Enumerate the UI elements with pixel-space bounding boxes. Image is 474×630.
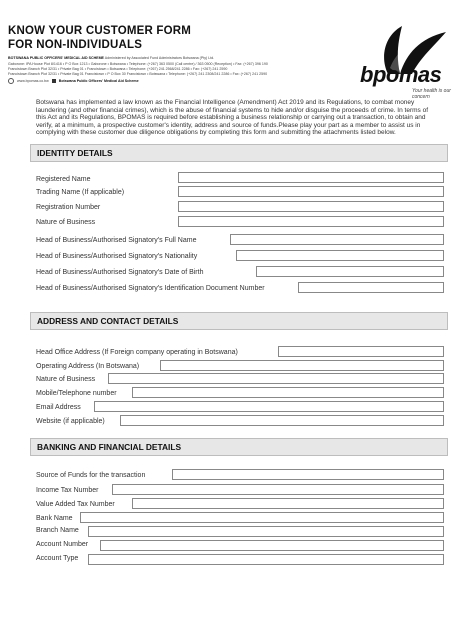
section-header-banking <box>30 438 448 456</box>
website-link[interactable]: www.bpomas.co.bw <box>17 78 49 83</box>
bank-name-label: Bank Name <box>36 515 73 522</box>
account-type-label: Account Type <box>36 555 79 562</box>
account-number-label: Account Number <box>36 541 89 548</box>
org-name: BOTSWANA PUBLIC OFFICERS' MEDICAL AID SCHEME <box>8 56 104 60</box>
income-tax-number-label: Income Tax Number <box>36 487 99 494</box>
nature-of-business-field[interactable] <box>178 216 444 227</box>
org-info <box>8 56 214 61</box>
email-address-label: Email Address <box>36 404 81 411</box>
account-number-field[interactable] <box>100 540 444 551</box>
vat-number-field[interactable] <box>132 498 444 509</box>
form-title-line2: FOR NON-INDIVIDUALS <box>8 39 143 51</box>
address-line-1: Gaborone: IPA House Plot 8/1416 • P O Box 1213 • Gaborone • Botswana • Telephone: (+267) 363 0500 (Call centre) / 363 0500 (Reception) • Fax: (+267) 396 190 <box>8 62 268 66</box>
branch-name-label: Branch Name <box>36 527 79 534</box>
operating-address-field[interactable] <box>160 360 444 371</box>
head-office-address-field[interactable] <box>278 346 444 357</box>
address-line-2: Francistown Branch Plot 32/31 • Private Bag 01 • Francistown • Botswana • Telephone: (+267) 241 2568/241 2286 • Fax: (+267) 241 2590 <box>8 67 228 71</box>
email-address-field[interactable] <box>94 401 444 412</box>
signatory-full-name-field[interactable] <box>230 234 444 245</box>
address-nature-of-business-label: Nature of Business <box>36 376 96 383</box>
section-title-banking: BANKING AND FINANCIAL DETAILS <box>37 442 182 452</box>
web-icon <box>8 78 14 84</box>
bpomas-logo <box>350 18 470 100</box>
registered-name-label: Registered Name <box>36 176 91 183</box>
logo-tagline: Your health is our concern <box>412 88 451 100</box>
signatory-id-number-label: Head of Business/Authorised Signatory's Identification Document Number <box>36 285 265 292</box>
signatory-dob-field[interactable] <box>256 266 444 277</box>
branch-name-field[interactable] <box>88 526 444 537</box>
section-header-address <box>30 312 448 330</box>
section-header-identity <box>30 144 448 162</box>
signatory-id-number-field[interactable] <box>298 282 444 293</box>
form-title-line1: KNOW YOUR CUSTOMER FORM <box>8 25 192 37</box>
mobile-telephone-label: Mobile/Telephone number <box>36 390 117 397</box>
trading-name-label: Trading Name (If applicable) <box>36 189 125 196</box>
section-title-identity: IDENTITY DETAILS <box>37 148 113 158</box>
trading-name-field[interactable] <box>178 186 444 197</box>
signatory-dob-label: Head of Business/Authorised Signatory's Date of Birth <box>36 269 204 276</box>
org-admin: Administered by Associated Fund Administrators Botswana (Pty) Ltd. <box>104 56 215 60</box>
source-of-funds-field[interactable] <box>172 469 444 480</box>
head-office-address-label: Head Office Address (If Foreign company operating in Botswana) <box>36 349 238 356</box>
nature-of-business-label: Nature of Business <box>36 219 96 226</box>
source-of-funds-label: Source of Funds for the transaction <box>36 472 146 479</box>
operating-address-label: Operating Address (In Botswana) <box>36 363 140 370</box>
logo-wordmark: bpomas <box>360 62 442 87</box>
section-title-address: ADDRESS AND CONTACT DETAILS <box>37 316 179 326</box>
registration-number-label: Registration Number <box>36 204 101 211</box>
social-handle: Botswana Public Officers' Medical Aid Scheme <box>58 78 139 83</box>
mobile-telephone-field[interactable] <box>132 387 444 398</box>
address-line-3: Francistown Branch Plot 32/31 • Private Bag 01 Francistown • P O Box 30 Francistown • Botswana • Telephone: (+267) 241 2308/241 2286 • Fax: (+267) 241 2590 <box>8 72 268 76</box>
website-label: Website (if applicable) <box>36 418 105 425</box>
facebook-icon <box>52 79 56 83</box>
address-nature-of-business-field[interactable] <box>108 373 444 384</box>
website-field[interactable] <box>120 415 444 426</box>
intro-paragraph: Botswana has implemented a law known as the Financial Intelligence (Amendment) Act 2019 and its Regulations, to combat money laundering (and other financial crimes), which is the abuse of financial systems to hide and/or disguise the proceeds of crime. In terms of this Act and its Regulations, BPOMAS is required before establishing a business relationship or carrying out a transaction, to obtain and verify, at a minimum, a prospective customer's identity, address and source of funds.Please play your part as a member to assist us in complying with these customer due diligence obligations by completing this form and submitting the attachments listed below. <box>36 99 429 137</box>
bank-name-field[interactable] <box>80 512 444 523</box>
vat-number-label: Value Added Tax Number <box>36 501 115 508</box>
signatory-nationality-label: Head of Business/Authorised Signatory's Nationality <box>36 253 198 260</box>
income-tax-number-field[interactable] <box>112 484 444 495</box>
registration-number-field[interactable] <box>178 201 444 212</box>
signatory-nationality-field[interactable] <box>236 250 444 261</box>
signatory-full-name-label: Head of Business/Authorised Signatory's Full Name <box>36 237 197 244</box>
social-row <box>8 78 139 84</box>
account-type-field[interactable] <box>88 554 444 565</box>
registered-name-field[interactable] <box>178 172 444 183</box>
